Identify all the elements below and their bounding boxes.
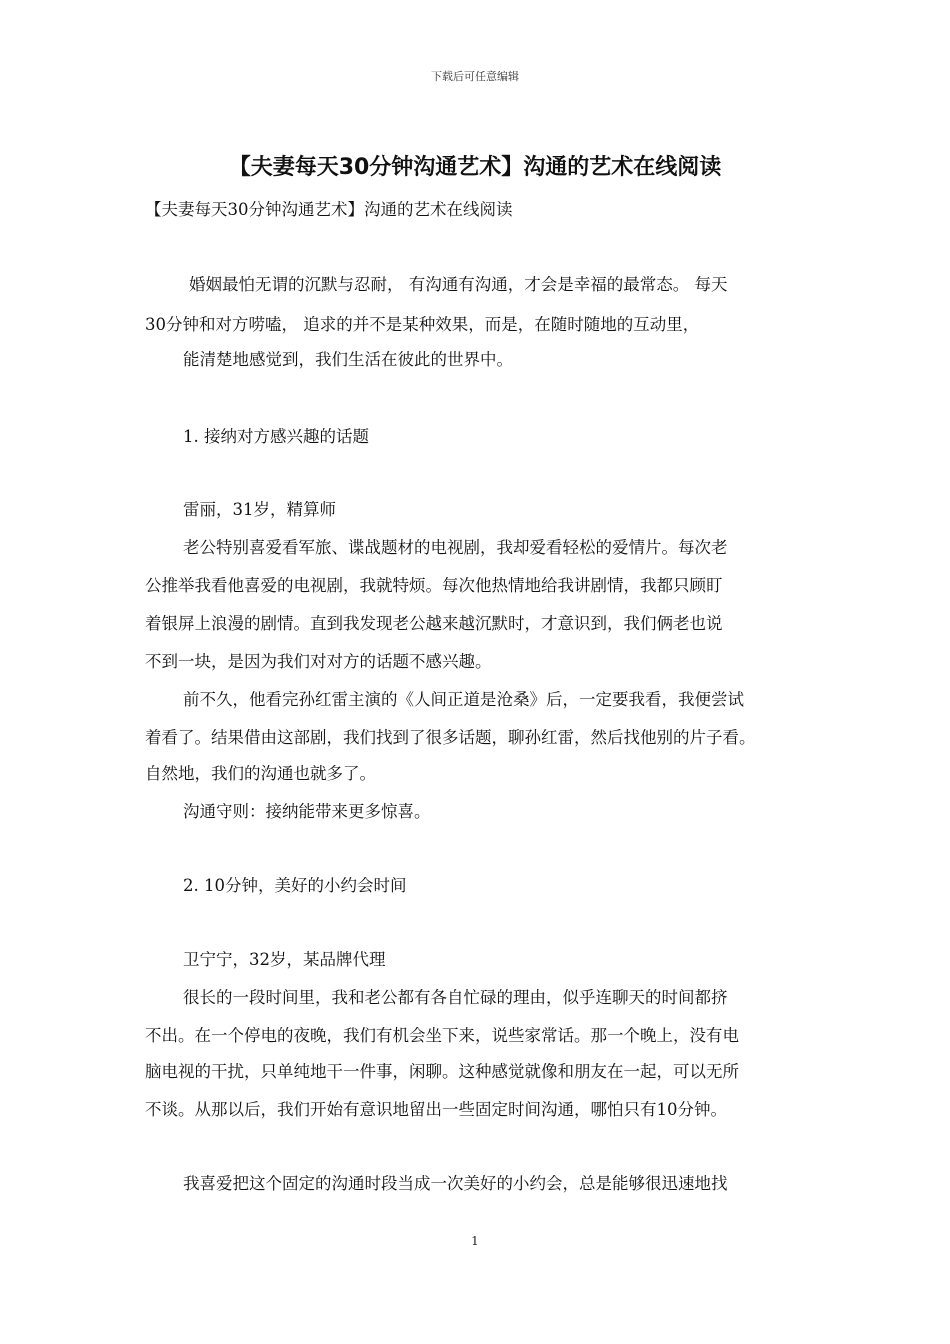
section-heading: 1. 接纳对方感兴趣的话题 — [183, 427, 369, 446]
section-heading: 2. 10分钟，美好的小约会时间 — [183, 876, 407, 895]
page-number: 1 — [471, 1234, 479, 1248]
paragraph-line: 前不久，他看完孙红雷主演的《人间正道是沧桑》后，一定要我看，我便尝试 — [183, 690, 744, 709]
paragraph-line: 公推举我看他喜爱的电视剧，我就特烦。每次他热情地给我讲剧情，我都只顾盯 — [145, 576, 723, 595]
paragraph-line: 沟通守则：接纳能带来更多惊喜。 — [183, 802, 431, 821]
paragraph-line: 不到一块，是因为我们对对方的话题不感兴趣。 — [145, 652, 492, 671]
paragraph-line: 不谈。从那以后，我们开始有意识地留出一些固定时间沟通，哪怕只有10分钟。 — [145, 1100, 727, 1119]
subtitle-line: 【夫妻每天30分钟沟通艺术】沟通的艺术在线阅读 — [145, 200, 513, 219]
paragraph-line: 不出。在一个停电的夜晚，我们有机会坐下来，说些家常话。那一个晚上，没有电 — [145, 1026, 739, 1045]
paragraph-line: 着看了。结果借由这部剧，我们找到了很多话题，聊孙红雷，然后找他别的片子看。 — [145, 728, 756, 747]
paragraph-line: 婚姻最怕无谓的沉默与忍耐， 有沟通有沟通，才会是幸福的最常态。 每天 — [189, 275, 728, 294]
paragraph-line: 着银屏上浪漫的剧情。直到我发现老公越来越沉默时，才意识到，我们俩老也说 — [145, 614, 723, 633]
page-header: 下载后可任意编辑 — [431, 70, 519, 83]
paragraph-line: 能清楚地感觉到，我们生活在彼此的世界中。 — [183, 350, 513, 369]
paragraph-line: 很长的一段时间里，我和老公都有各自忙碌的理由，似乎连聊天的时间都挤 — [183, 988, 728, 1007]
document-title: 【夫妻每天30分钟沟通艺术】沟通的艺术在线阅读 — [228, 155, 722, 180]
paragraph-line: 脑电视的干扰，只单纯地干一件事，闲聊。这种感觉就像和朋友在一起，可以无所 — [145, 1062, 739, 1081]
paragraph-line: 雷丽，31岁，精算师 — [183, 500, 336, 519]
paragraph-line: 老公特别喜爱看军旅、谍战题材的电视剧，我却爱看轻松的爱情片。每次老 — [183, 538, 728, 557]
paragraph-line: 我喜爱把这个固定的沟通时段当成一次美好的小约会，总是能够很迅速地找 — [183, 1174, 728, 1193]
paragraph-line: 卫宁宁，32岁，某品牌代理 — [183, 950, 386, 969]
paragraph-line: 30分钟和对方唠嗑， 追求的并不是某种效果，而是，在随时随地的互动里， — [145, 315, 700, 334]
paragraph-line: 自然地，我们的沟通也就多了。 — [145, 764, 376, 783]
